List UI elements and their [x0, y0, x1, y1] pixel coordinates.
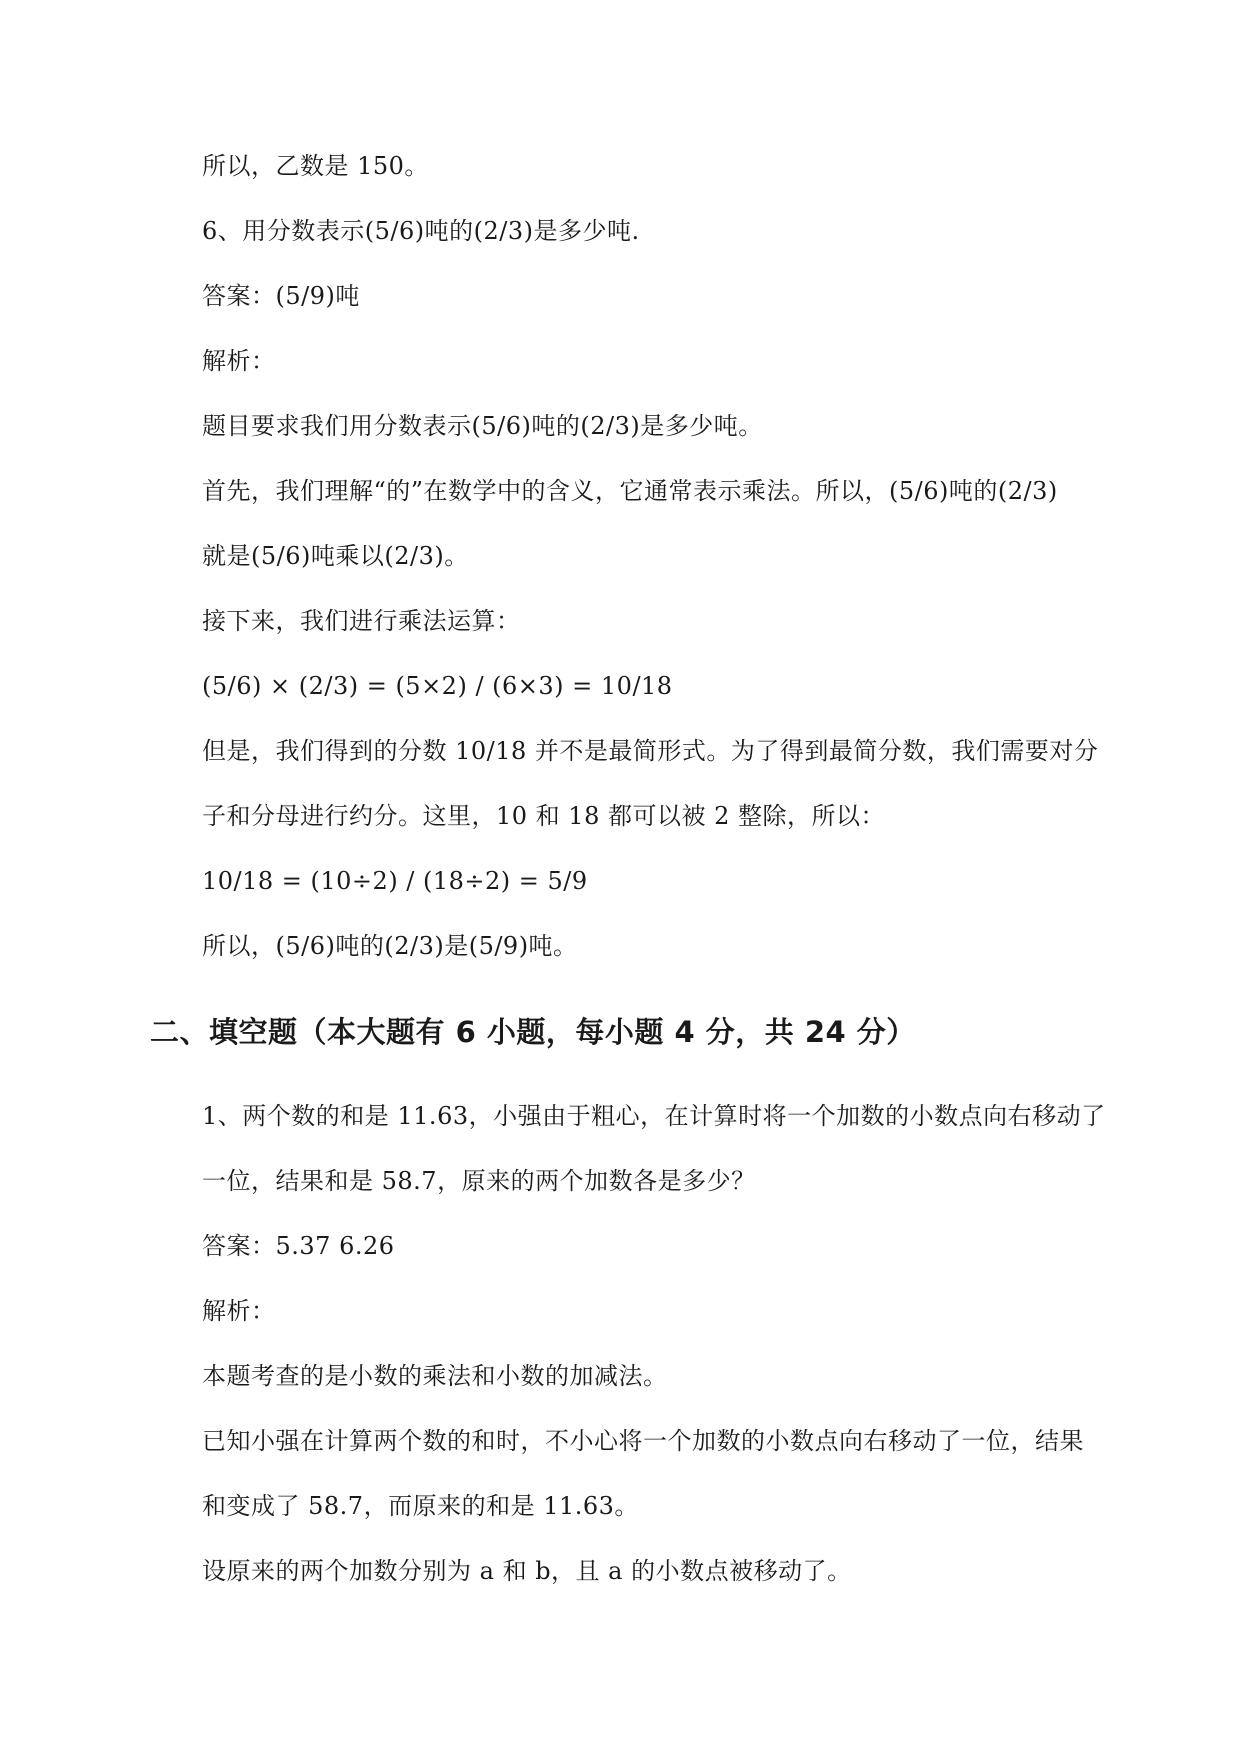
text-line: 本题考查的是小数的乘法和小数的加减法。 [202, 1362, 668, 1390]
answer-line: 答案：(5/9)吨 [202, 282, 360, 310]
formula-line: 10/18 = (10÷2) / (18÷2) = 5/9 [202, 867, 588, 895]
text-line: 就是(5/6)吨乘以(2/3)。 [202, 542, 469, 570]
question-1: 1、两个数的和是 11.63，小强由于粗心，在计算时将一个加数的小数点向右移动了 [202, 1102, 1106, 1130]
text-line: 设原来的两个加数分别为 a 和 b，且 a 的小数点被移动了。 [202, 1557, 852, 1585]
question-6: 6、用分数表示(5/6)吨的(2/3)是多少吨. [202, 217, 640, 245]
text-line: 题目要求我们用分数表示(5/6)吨的(2/3)是多少吨。 [202, 412, 763, 440]
text-line: 但是，我们得到的分数 10/18 并不是最简形式。为了得到最简分数，我们需要对分 [202, 737, 1099, 765]
analysis-label: 解析： [202, 347, 276, 375]
text-line: 已知小强在计算两个数的和时，不小心将一个加数的小数点向右移动了一位，结果 [202, 1427, 1084, 1455]
formula-line: (5/6) × (2/3) = (5×2) / (6×3) = 10/18 [202, 672, 673, 700]
text-line: 接下来，我们进行乘法运算： [202, 607, 521, 635]
answer-line: 答案：5.37 6.26 [202, 1232, 395, 1260]
section-heading: 二、填空题（本大题有 6 小题，每小题 4 分，共 24 分） [150, 1015, 916, 1049]
text-line: 一位，结果和是 58.7，原来的两个加数各是多少？ [202, 1167, 756, 1195]
analysis-label: 解析： [202, 1297, 276, 1325]
text-line: 子和分母进行约分。这里，10 和 18 都可以被 2 整除，所以： [202, 802, 885, 830]
text-line: 和变成了 58.7，而原来的和是 11.63。 [202, 1492, 639, 1520]
text-line: 所以，(5/6)吨的(2/3)是(5/9)吨。 [202, 932, 578, 960]
text-line: 所以，乙数是 150。 [202, 152, 429, 180]
text-line: 首先，我们理解“的”在数学中的含义，它通常表示乘法。所以，(5/6)吨的(2/3) [202, 477, 1058, 505]
